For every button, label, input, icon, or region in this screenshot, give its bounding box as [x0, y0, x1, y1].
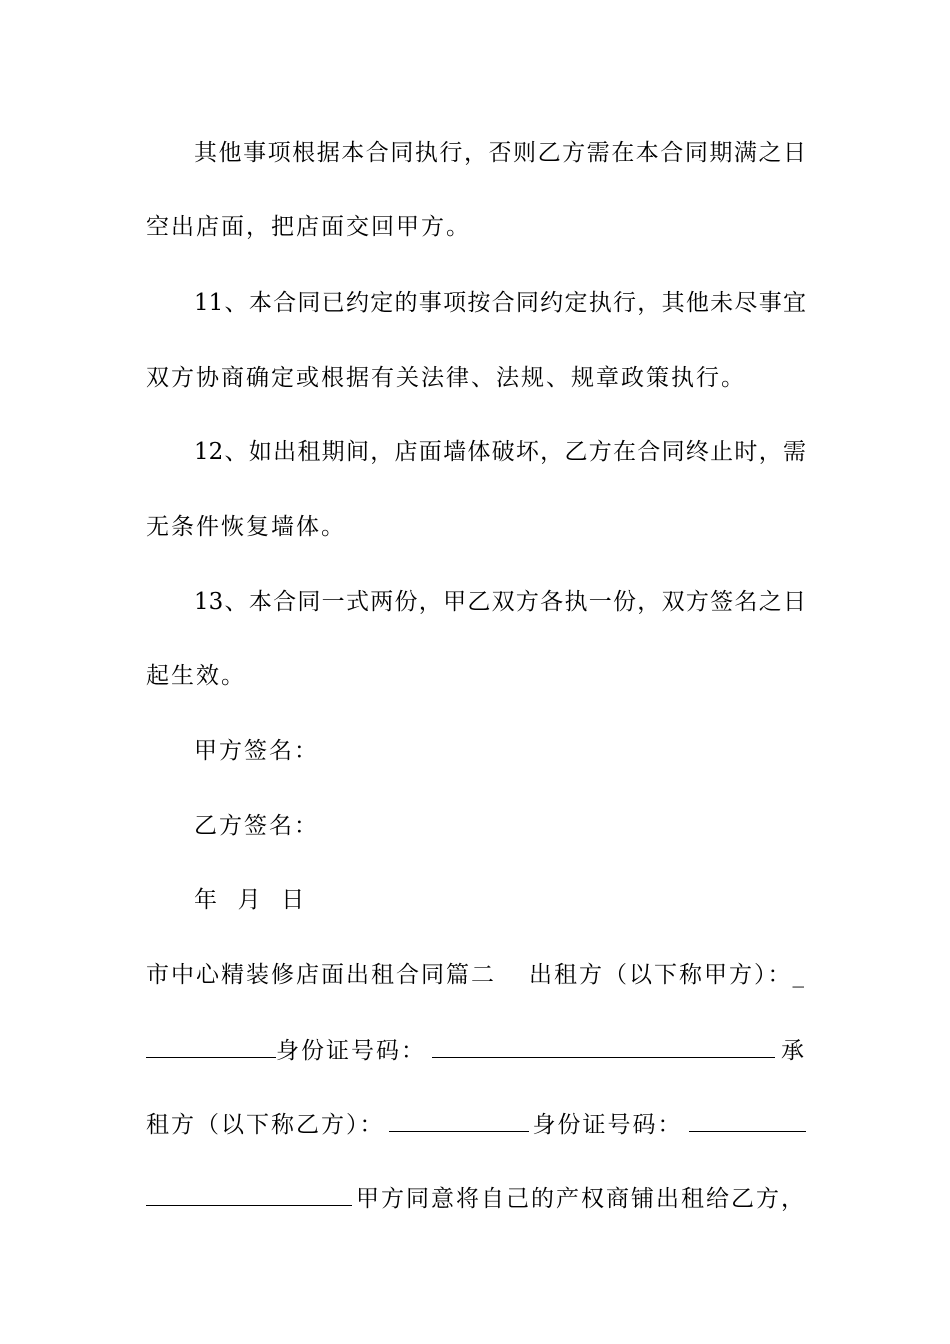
lessee-row	[146, 1109, 806, 1140]
contract2-title-row	[146, 960, 806, 990]
contract2-title: 市中心精装修店面出租合同篇二	[146, 962, 496, 988]
cheng-char: 承	[781, 1038, 806, 1064]
lessee-label: 租方（以下称乙方）：	[146, 1112, 385, 1138]
paragraph-line: 双方协商确定或根据有关法律、法规、规章政策执行。	[146, 365, 746, 391]
lessor-id-row	[146, 1035, 806, 1066]
lessor-id-blank	[432, 1037, 775, 1058]
lessor-name-blank	[146, 1035, 276, 1058]
id-label-2: 身份证号码：	[532, 1112, 683, 1138]
paragraph-line: 13、本合同一式两份，甲乙双方各执一份，双方签名之日	[194, 589, 806, 615]
paragraph-line: 空出店面，把店面交回甲方。	[146, 214, 471, 240]
lessor-label: 出租方（以下称甲方）：_	[529, 962, 806, 988]
paragraph-line: 无条件恢复墙体。	[146, 514, 346, 540]
party-a-signature: 甲方签名：	[194, 738, 319, 764]
agree-text: 甲方同意将自己的产权商铺出租给乙方，	[356, 1186, 806, 1212]
paragraph-line: 其他事项根据本合同执行，否则乙方需在本合同期满之日	[194, 140, 806, 166]
id-label-1: 身份证号码：	[276, 1038, 426, 1064]
lessee-id-blank-cont	[146, 1183, 352, 1206]
paragraph-line: 起生效。	[146, 663, 246, 689]
lessee-name-blank	[389, 1109, 529, 1132]
paragraph-line: 12、如出租期间，店面墙体破坏，乙方在合同终止时，需	[194, 439, 806, 465]
paragraph-line: 11、本合同已约定的事项按合同约定执行，其他未尽事宜	[194, 290, 806, 316]
lessee-id-blank	[689, 1111, 807, 1132]
date-line: 年 月 日	[194, 887, 307, 913]
agree-row	[146, 1183, 806, 1214]
party-b-signature: 乙方签名：	[194, 813, 319, 839]
